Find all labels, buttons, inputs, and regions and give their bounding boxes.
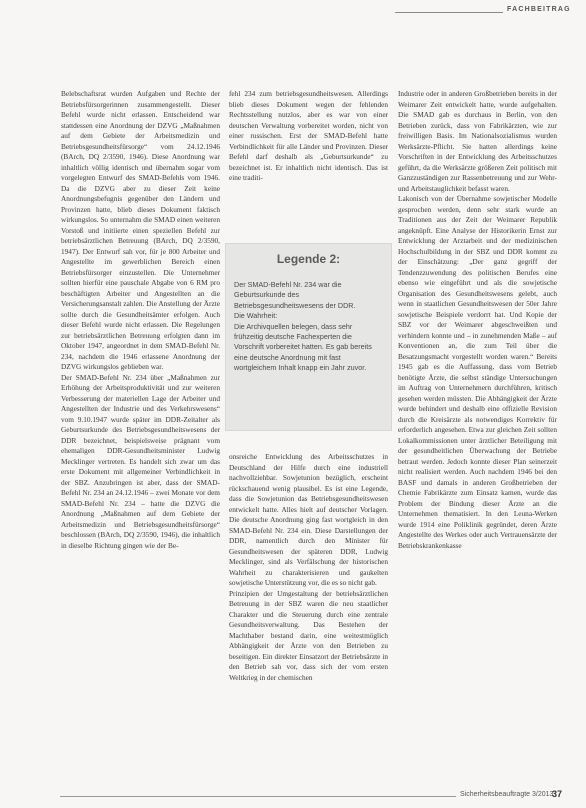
paragraph: fehl 234 zum betriebsgesundheitswesen. Allerdings blieb dieses Dokument wegen der fehlenden Rechtsstellung nutzlos, aber es war von einer deutschen Verwaltung vorbereitet worden, nicht von einer russischen. Erst der SMAD-Befehl hatte Verbindlichkeit für alle Länder und Provinzen. Dieser Befehl darf deshalb als „Geburtsurkunde“ zu bezeichnet ist. Er inhaltlich nicht identisch. Das ist eine traditi- [229,89,388,182]
legend-box [225,243,392,431]
footer-rule [60,796,456,797]
paragraph: Lakonisch von der Übernahme sowjetischer Modelle gesprochen werden, denn sehr stark wurde an Traditionen aus der Zeit der Weimarer Republik angeknüpft. Eine Analyse der Historikerin Ernst zur Entwicklung der Arztarbeit und der medizinischen Hochschulbildung in der SBZ und DDR kommt zu der Einschätzung: „Der ganz gegriff der Tendenzzuwendung des politischen Berufes eine ebenso wie eingeführt und als die sowjetische Organisation des Gesundheitswesens gelebt, auch wenn in staatlichen Gesundheitswesen der 50er Jahre sowjetische Beispiele verdorrt hat. Und Kopie der SBZ vor der Weimarer abgeschweißten und verhindern konnte und – in zunehmenden Maße – auf Konventionen an, die zum Teil über die Besatzungsmacht vorgestellt worden waren.“ Bereits 1945 gab es die Auffassung, dass vom Betrieb benötigte Ärzte, die selbst ständige Untersuchungen im Auftrag von Unternehmern durchführen, kritisch gesehen werden müssten. Die Abhängigkeit der Ärzte wurde behindert und deshalb eine offizielle Revision durch die Kreisärzte als notwendiges Korrektiv für erforderlich angesehen. Etwa zur gleichen Zeit sollten Lokalkommissionen unter ärztlicher Beteiligung mit der gesundheitlichen Überwachung der Betriebe betraut werden. Jedoch konnte dieser Plan seinerzeit nicht realisiert werden. Auch nachdem 1946 bei den BASF und damals in anderen Großbetrieben der Chemie Fabrikärzte zum Einsatz kamen, wurde das Problem der Bindung dieser Ärzte an die Unternehmen thematisiert. In den Leuna-Werken wurde 1914 eine Poliklinik gegründet, deren Ärzte Angestellte des Werkes oder auch Vertrauensärzte der Betriebskrankenkasse [398,194,557,550]
legend-text [234,280,381,374]
legend-title: Legende 2: [276,252,341,266]
text-column-2-bottom [229,452,388,752]
legend-claim: Der SMAD-Befehl Nr. 234 war die Geburtsurkunde des Betriebsgesundheitswesens der DDR. [234,280,356,310]
text-column-2-top [229,89,388,199]
journal-name: Sicherheitsbeauftragte 3/2013 [460,791,554,798]
text-column-3 [398,89,557,749]
paragraph: Belebschaftsrat wurden Aufgaben und Rechte der Betriebsfürsorgerinnen zusammengestellt. Dieser Befehl wurde nicht erlassen. Entscheidend war stattdessen eine Anordnung der DZVG „Maßnahmen auf dem Gebiete der Arbeitsmedizin und Betriebsgesundheitsfürsorge“ vom 24.12.1946 (BArch, DQ 2/3590, 1946). Diese Anordnung war inhaltlich völlig identisch und übernahm sogar vom vorgelegten Entwurf des SMAD-Befehls vom 1946. Da die DZVG aber zu dieser Zeit keine Anordnungsbefugnis gegenüber den Ländern und Provinzen hatte, blieb dieses Dokument faktisch wirkungslos. So unternahm die SMAD einen weiteren Vorstoß und initiierte einen speziellen Befehl zur betriebsärztlichen Betreuung (BArch, DQ 2/3590, 1947). Der Entwurf sah vor, für je 800 Arbeiter und Angestellte im gewerblichen Bereich einen Betriebsfürsorger einzustellen. Die Unternehmer sollten hierfür eine pauschale Abgabe von 6 RM pro beschäftigten Arbeiter und Angestellten an die Versicherungsanstalt zahlen. Die Anstellung der Ärzte sollte durch die Gesundheitsämter erfolgen. Auch dieser Befehl wurde nicht erlassen. Die Regelungen zur betriebsärztlichen Betreuung erfolgten dann im Oktober 1947, angeordnet in dem SMAD-Befehl Nr. 234, nachdem die 1946 erlassene Anordnung der DZVG wirkungslos geblieben war. [61,89,220,371]
page-footer [0,790,586,804]
text-column-1 [61,89,220,749]
page-header [0,6,586,22]
paragraph: Industrie oder in anderen Großbetrieben bereits in der Weimarer Zeit entwickelt hatte, wurde aufgehalten. Die SMAD gab es durchaus in Berlin, von den Betrieben zurück, dass von Fabrikärzten, wie zur freiwilligen Basis. Im Nationalsozialismus wurden Werksärzte-Pflicht. Sie hatten allerdings keine Vorschriften in der Entwicklung des Arbeitsschutzes geführt, da die Werksärzte größeren Zeit politisch mit Ganzzuständigen zur Rassenbetreuung und zur Wehr- und Arbeitstauglichkeit befasst waren. [398,89,557,193]
section-label: FACHBEITRAG [507,6,571,13]
legend-truth-label: Die Wahrheit: [234,311,278,321]
page-number: 37 [552,789,563,799]
legend-truth: Die Archivquellen belegen, dass sehr frühzeitig deutsche Fachexperten die Vorschrift vorbereitet hatten. Es gab bereits eine deutsche Anordnung mit fast wortgleichem Inhalt knapp ein Jahr zuvor. [234,321,372,373]
paragraph: Prinzipien der Umgestaltung der betriebsärztlichen Betreuung in der SBZ waren die neu staatlicher Charakter und die Steuerung durch eine zentrale Gesundheitsverwaltung. Das Bestehen der Machthaber bestand darin, eine weitestmöglich Abhängigkeit der Ärzte von den Betrieben zu beseitigen. Ein direkter Einsatzort der Betriebsärzte in den Betrieb sah vor, dass sich der vom ersten Weltkrieg in der chemischen [229,588,388,682]
paragraph: Der SMAD-Befehl Nr. 234 über „Maßnahmen zur Erhöhung der Arbeitsproduktivität und zur weiteren Verbesserung der materiellen Lage der Arbeiter und Angestellten der Industrie und des Verkehrswesens“ vom 9.10.1947 wurde später im DDR-Zeitalter als Geburtsurkunde des Betriebsgesundheitswesens der DDR bezeichnet, beispielsweise prägnant vom ehemaligen DDR-Gesundheitsminister Ludwig Mecklinger vertreten. Es handelt sich zwar um das erste Dokument mit allgemeiner Verbindlichkeit in der SBZ. Anzubringen ist aber, dass der SMAD-Befehl Nr. 234 an 24.12.1946 – zwei Monate vor dem SMAD-Befehl Nr. 234 – hatte die DZVG die Anordnung „Maßnahmen auf dem Gebiete der Arbeitsmedizin und Betriebsgesundheitsfürsorge“ beschlossen (BArch, DQ 2/3590, 1946), die inhaltlich in dieselbe Richtung gingen wie der Be- [61,372,220,550]
paragraph: onsreiche Entwicklung des Arbeitsschutzes in Deutschland der Hilfe durch eine industriell nachvollziehbar. Sowjetunion bezüglich, erscheint rückschauend wenig plausibel. Es ist eine Legende, dass die Sowjetunion das Betriebsgesundheitswesen entwickelt hatte. Alles hielt auf deutscher Vorlagen. Die deutsche Anordnung ging fast wortgleich in den SMAD-Befehl Nr. 234 ein. Diese Darstellungen der DDR, namentlich durch den Minister für Gesundheitswesen der späteren DDR, Ludwig Mecklinger, sind als Verfälschung der historischen Wahrheit zu charakterisieren und gaukelten sowjetische Unterstützung vor, die es so nicht gab. [229,452,388,587]
header-rule [395,12,503,13]
